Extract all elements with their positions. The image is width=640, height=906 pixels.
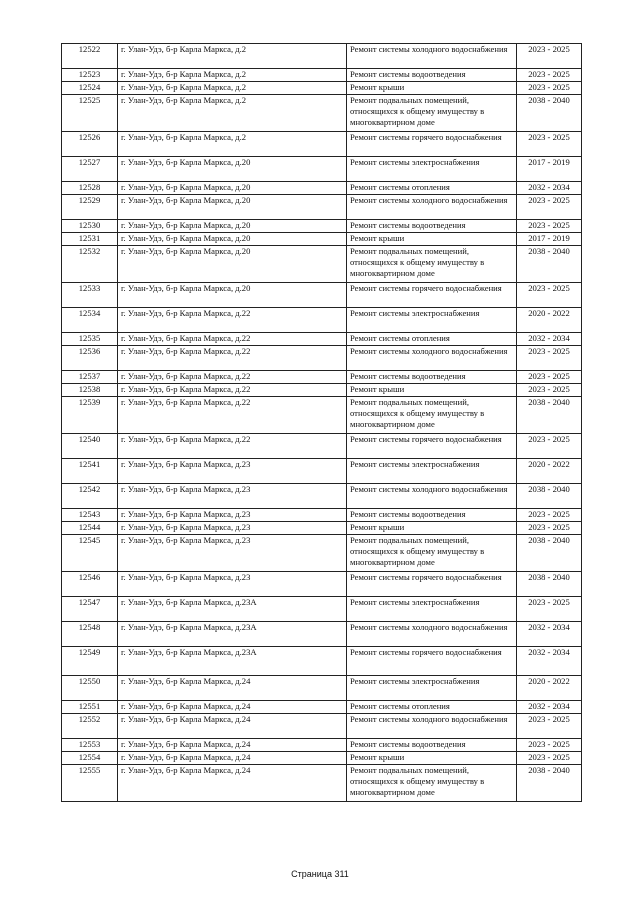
table-row	[62, 308, 582, 333]
address-cell: г. Улан-Удэ, б-р Карла Маркса, д.24	[118, 752, 347, 765]
table-row	[62, 182, 582, 195]
table-row	[62, 95, 582, 132]
address-cell: г. Улан-Удэ, б-р Карла Маркса, д.24	[118, 701, 347, 714]
table-row	[62, 572, 582, 597]
row-number-cell: 12548	[62, 622, 118, 647]
row-number-cell: 12537	[62, 371, 118, 384]
period-cell: 2038 - 2040	[517, 246, 582, 283]
table-row	[62, 535, 582, 572]
work-type-cell: Ремонт системы горячего водоснабжения	[347, 572, 517, 597]
row-number-cell: 12541	[62, 459, 118, 484]
table-row	[62, 434, 582, 459]
table-row	[62, 157, 582, 182]
work-type-cell: Ремонт подвальных помещений, относящихся к общему имуществу в многоквартирном доме	[347, 535, 517, 572]
work-type-cell: Ремонт крыши	[347, 384, 517, 397]
table-body	[62, 44, 582, 802]
address-cell: г. Улан-Удэ, б-р Карла Маркса, д.22	[118, 434, 347, 459]
work-type-cell: Ремонт системы холодного водоснабжения	[347, 346, 517, 371]
address-cell: г. Улан-Удэ, б-р Карла Маркса, д.24	[118, 676, 347, 701]
table-row	[62, 701, 582, 714]
work-type-cell: Ремонт системы водоотведения	[347, 371, 517, 384]
row-number-cell: 12525	[62, 95, 118, 132]
address-cell: г. Улан-Удэ, б-р Карла Маркса, д.22	[118, 397, 347, 434]
table-row	[62, 522, 582, 535]
table-row	[62, 195, 582, 220]
address-cell: г. Улан-Удэ, б-р Карла Маркса, д.2	[118, 44, 347, 69]
work-type-cell: Ремонт системы горячего водоснабжения	[347, 132, 517, 157]
row-number-cell: 12532	[62, 246, 118, 283]
address-cell: г. Улан-Удэ, б-р Карла Маркса, д.22	[118, 333, 347, 346]
period-cell: 2032 - 2034	[517, 701, 582, 714]
period-cell: 2038 - 2040	[517, 765, 582, 802]
address-cell: г. Улан-Удэ, б-р Карла Маркса, д.20	[118, 157, 347, 182]
period-cell: 2032 - 2034	[517, 182, 582, 195]
period-cell: 2023 - 2025	[517, 434, 582, 459]
table-row	[62, 283, 582, 308]
row-number-cell: 12526	[62, 132, 118, 157]
address-cell: г. Улан-Удэ, б-р Карла Маркса, д.24	[118, 765, 347, 802]
row-number-cell: 12549	[62, 647, 118, 676]
page-number: Страница 311	[291, 869, 349, 879]
period-cell: 2032 - 2034	[517, 622, 582, 647]
work-type-cell: Ремонт системы отопления	[347, 333, 517, 346]
address-cell: г. Улан-Удэ, б-р Карла Маркса, д.22	[118, 371, 347, 384]
row-number-cell: 12534	[62, 308, 118, 333]
work-type-cell: Ремонт системы электроснабжения	[347, 157, 517, 182]
address-cell: г. Улан-Удэ, б-р Карла Маркса, д.23А	[118, 597, 347, 622]
table-row	[62, 459, 582, 484]
row-number-cell: 12527	[62, 157, 118, 182]
work-type-cell: Ремонт системы горячего водоснабжения	[347, 434, 517, 459]
table-row	[62, 44, 582, 69]
period-cell: 2023 - 2025	[517, 69, 582, 82]
table-row	[62, 220, 582, 233]
work-type-cell: Ремонт подвальных помещений, относящихся к общему имуществу в многоквартирном доме	[347, 397, 517, 434]
address-cell: г. Улан-Удэ, б-р Карла Маркса, д.2	[118, 69, 347, 82]
table-row	[62, 597, 582, 622]
row-number-cell: 12547	[62, 597, 118, 622]
address-cell: г. Улан-Удэ, б-р Карла Маркса, д.20	[118, 233, 347, 246]
table-row	[62, 739, 582, 752]
period-cell: 2017 - 2019	[517, 157, 582, 182]
address-cell: г. Улан-Удэ, б-р Карла Маркса, д.2	[118, 132, 347, 157]
work-type-cell: Ремонт системы электроснабжения	[347, 676, 517, 701]
address-cell: г. Улан-Удэ, б-р Карла Маркса, д.23	[118, 459, 347, 484]
row-number-cell: 12539	[62, 397, 118, 434]
period-cell: 2023 - 2025	[517, 509, 582, 522]
period-cell: 2038 - 2040	[517, 484, 582, 509]
row-number-cell: 12545	[62, 535, 118, 572]
period-cell: 2023 - 2025	[517, 714, 582, 739]
work-type-cell: Ремонт крыши	[347, 522, 517, 535]
work-type-cell: Ремонт системы водоотведения	[347, 739, 517, 752]
row-number-cell: 12554	[62, 752, 118, 765]
row-number-cell: 12522	[62, 44, 118, 69]
work-type-cell: Ремонт системы холодного водоснабжения	[347, 484, 517, 509]
address-cell: г. Улан-Удэ, б-р Карла Маркса, д.22	[118, 308, 347, 333]
period-cell: 2023 - 2025	[517, 346, 582, 371]
period-cell: 2023 - 2025	[517, 739, 582, 752]
table-row	[62, 233, 582, 246]
work-type-cell: Ремонт системы холодного водоснабжения	[347, 622, 517, 647]
work-type-cell: Ремонт крыши	[347, 82, 517, 95]
work-type-cell: Ремонт системы холодного водоснабжения	[347, 44, 517, 69]
table-row	[62, 509, 582, 522]
table-row	[62, 82, 582, 95]
row-number-cell: 12524	[62, 82, 118, 95]
period-cell: 2023 - 2025	[517, 82, 582, 95]
work-type-cell: Ремонт системы холодного водоснабжения	[347, 195, 517, 220]
row-number-cell: 12523	[62, 69, 118, 82]
table-row	[62, 714, 582, 739]
row-number-cell: 12544	[62, 522, 118, 535]
period-cell: 2020 - 2022	[517, 308, 582, 333]
table-row	[62, 246, 582, 283]
table-row	[62, 752, 582, 765]
work-type-cell: Ремонт системы горячего водоснабжения	[347, 647, 517, 676]
row-number-cell: 12551	[62, 701, 118, 714]
period-cell: 2032 - 2034	[517, 333, 582, 346]
work-type-cell: Ремонт системы водоотведения	[347, 69, 517, 82]
address-cell: г. Улан-Удэ, б-р Карла Маркса, д.22	[118, 346, 347, 371]
address-cell: г. Улан-Удэ, б-р Карла Маркса, д.20	[118, 220, 347, 233]
address-cell: г. Улан-Удэ, б-р Карла Маркса, д.23	[118, 572, 347, 597]
period-cell: 2023 - 2025	[517, 522, 582, 535]
table-row	[62, 397, 582, 434]
row-number-cell: 12550	[62, 676, 118, 701]
address-cell: г. Улан-Удэ, б-р Карла Маркса, д.23	[118, 522, 347, 535]
row-number-cell: 12552	[62, 714, 118, 739]
row-number-cell: 12536	[62, 346, 118, 371]
work-type-cell: Ремонт системы электроснабжения	[347, 459, 517, 484]
work-type-cell: Ремонт крыши	[347, 752, 517, 765]
address-cell: г. Улан-Удэ, б-р Карла Маркса, д.20	[118, 283, 347, 308]
row-number-cell: 12533	[62, 283, 118, 308]
row-number-cell: 12528	[62, 182, 118, 195]
row-number-cell: 12543	[62, 509, 118, 522]
period-cell: 2023 - 2025	[517, 384, 582, 397]
period-cell: 2032 - 2034	[517, 647, 582, 676]
table-row	[62, 346, 582, 371]
work-type-cell: Ремонт системы электроснабжения	[347, 308, 517, 333]
work-type-cell: Ремонт системы отопления	[347, 182, 517, 195]
address-cell: г. Улан-Удэ, б-р Карла Маркса, д.23	[118, 509, 347, 522]
address-cell: г. Улан-Удэ, б-р Карла Маркса, д.23А	[118, 647, 347, 676]
work-type-cell: Ремонт подвальных помещений, относящихся к общему имуществу в многоквартирном доме	[347, 246, 517, 283]
address-cell: г. Улан-Удэ, б-р Карла Маркса, д.20	[118, 246, 347, 283]
row-number-cell: 12531	[62, 233, 118, 246]
row-number-cell: 12546	[62, 572, 118, 597]
period-cell: 2020 - 2022	[517, 459, 582, 484]
table-row	[62, 765, 582, 802]
work-type-cell: Ремонт крыши	[347, 233, 517, 246]
work-type-cell: Ремонт подвальных помещений, относящихся к общему имуществу в многоквартирном доме	[347, 765, 517, 802]
work-type-cell: Ремонт подвальных помещений, относящихся к общему имуществу в многоквартирном доме	[347, 95, 517, 132]
address-cell: г. Улан-Удэ, б-р Карла Маркса, д.24	[118, 739, 347, 752]
period-cell: 2023 - 2025	[517, 371, 582, 384]
work-type-cell: Ремонт системы водоотведения	[347, 220, 517, 233]
period-cell: 2038 - 2040	[517, 535, 582, 572]
table-row	[62, 371, 582, 384]
address-cell: г. Улан-Удэ, б-р Карла Маркса, д.2	[118, 95, 347, 132]
period-cell: 2023 - 2025	[517, 597, 582, 622]
table-row	[62, 647, 582, 676]
period-cell: 2017 - 2019	[517, 233, 582, 246]
work-type-cell: Ремонт системы холодного водоснабжения	[347, 714, 517, 739]
table-row	[62, 384, 582, 397]
address-cell: г. Улан-Удэ, б-р Карла Маркса, д.23	[118, 484, 347, 509]
period-cell: 2023 - 2025	[517, 132, 582, 157]
address-cell: г. Улан-Удэ, б-р Карла Маркса, д.24	[118, 714, 347, 739]
row-number-cell: 12540	[62, 434, 118, 459]
address-cell: г. Улан-Удэ, б-р Карла Маркса, д.2	[118, 82, 347, 95]
work-type-cell: Ремонт системы отопления	[347, 701, 517, 714]
row-number-cell: 12542	[62, 484, 118, 509]
address-cell: г. Улан-Удэ, б-р Карла Маркса, д.20	[118, 195, 347, 220]
period-cell: 2038 - 2040	[517, 95, 582, 132]
table-row	[62, 333, 582, 346]
address-cell: г. Улан-Удэ, б-р Карла Маркса, д.23А	[118, 622, 347, 647]
row-number-cell: 12529	[62, 195, 118, 220]
period-cell: 2023 - 2025	[517, 195, 582, 220]
row-number-cell: 12555	[62, 765, 118, 802]
period-cell: 2038 - 2040	[517, 572, 582, 597]
period-cell: 2023 - 2025	[517, 220, 582, 233]
work-type-cell: Ремонт системы электроснабжения	[347, 597, 517, 622]
row-number-cell: 12535	[62, 333, 118, 346]
period-cell: 2038 - 2040	[517, 397, 582, 434]
address-cell: г. Улан-Удэ, б-р Карла Маркса, д.22	[118, 384, 347, 397]
work-type-cell: Ремонт системы водоотведения	[347, 509, 517, 522]
period-cell: 2023 - 2025	[517, 283, 582, 308]
table-row	[62, 484, 582, 509]
table-row	[62, 676, 582, 701]
table-row	[62, 132, 582, 157]
table-row	[62, 69, 582, 82]
row-number-cell: 12553	[62, 739, 118, 752]
row-number-cell: 12538	[62, 384, 118, 397]
work-type-cell: Ремонт системы горячего водоснабжения	[347, 283, 517, 308]
address-cell: г. Улан-Удэ, б-р Карла Маркса, д.20	[118, 182, 347, 195]
repair-schedule-table	[61, 43, 582, 802]
period-cell: 2020 - 2022	[517, 676, 582, 701]
address-cell: г. Улан-Удэ, б-р Карла Маркса, д.23	[118, 535, 347, 572]
table-row	[62, 622, 582, 647]
period-cell: 2023 - 2025	[517, 752, 582, 765]
period-cell: 2023 - 2025	[517, 44, 582, 69]
row-number-cell: 12530	[62, 220, 118, 233]
